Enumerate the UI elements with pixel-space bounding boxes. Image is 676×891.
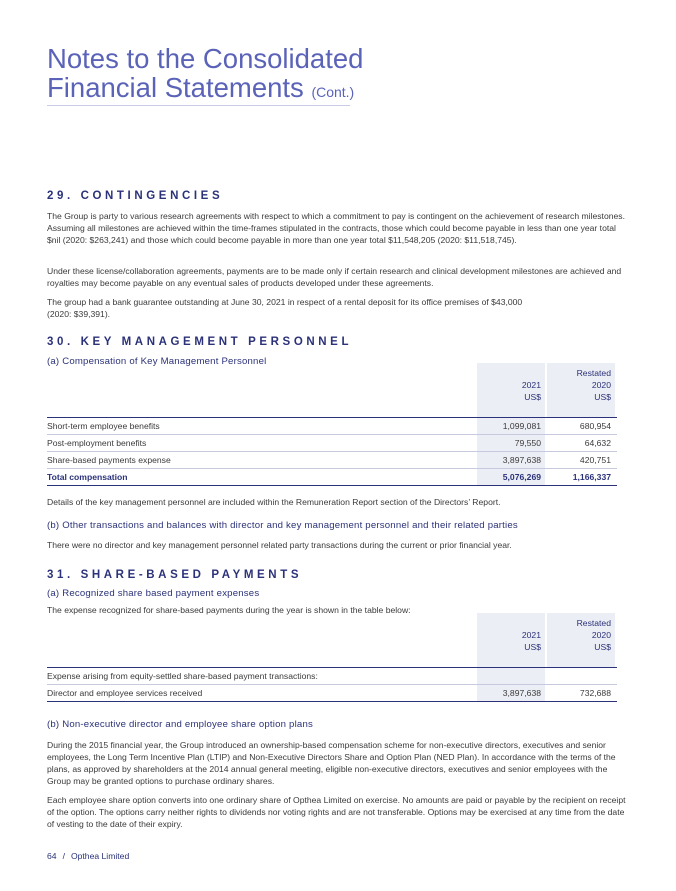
page-title-line2 [47, 73, 363, 107]
value-2021: 3,897,638 [477, 452, 545, 468]
value-2021: 5,076,269 [477, 469, 545, 485]
column-header-year: 2020 [591, 630, 611, 640]
section-29-paragraph-2: Under these license/collaboration agreements, payments are to be made only if certain research and clinical development milestones are achieved and royalties may become payable on any eventual sales of products developed under these agreements. [47, 266, 622, 288]
value-2020: 64,632 [584, 438, 611, 448]
value-2021: 79,550 [477, 435, 545, 451]
table-header [47, 613, 617, 668]
section-29-paragraph-1: The Group is party to various research agreements with respect to which a commitment to pay is contingent on the achievement of research milestones. Assuming all milestones are achieved within the time-frames stipulated in the contracts, those which could become payable in less than one year total $nil (2020: $263,241) and those which could become payable in more than one year total $11,548,205 (2020: $11,518,745). [47, 211, 625, 245]
column-header-2020 [547, 613, 615, 667]
section-29-paragraph-3 [47, 296, 627, 320]
table-row [47, 452, 617, 469]
column-header-currency: US$ [524, 392, 541, 402]
column-header-currency: US$ [594, 392, 611, 402]
title-rule [47, 105, 350, 106]
value-2021 [477, 668, 545, 684]
value-2020: 1,166,337 [572, 472, 611, 482]
table-row [47, 685, 617, 702]
page-title [47, 44, 363, 107]
value-2020: 680,954 [579, 421, 611, 431]
value-2021: 1,099,081 [477, 418, 545, 434]
section-30-heading: 30. KEY MANAGEMENT PERSONNEL [47, 336, 353, 348]
row-label: Expense arising from equity-settled share-based payment transactions: [47, 671, 318, 681]
column-header-2021 [477, 613, 545, 667]
section-31-subheading-b: (b) Non-executive director and employee share option plans [47, 719, 313, 730]
table-row [47, 668, 617, 685]
section-31-subheading-a: (a) Recognized share based payment expenses [47, 588, 260, 599]
section-29-paragraph-3-line1: The group had a bank guarantee outstanding at June 30, 2021 in respect of a rental deposit for its office premises of $43,000 [47, 297, 523, 307]
share-based-payment-table [47, 613, 617, 702]
section-30-paragraph-b: There were no director and key management personnel related party transactions during the current or prior financial year. [47, 540, 512, 550]
value-2020: 732,688 [579, 688, 611, 698]
table-row [47, 418, 617, 435]
row-label: Total compensation [47, 472, 128, 482]
row-label: Short-term employee benefits [47, 421, 160, 431]
row-label: Share-based payments expense [47, 455, 171, 465]
section-30-subheading-a: (a) Compensation of Key Management Personnel [47, 356, 267, 367]
page-title-line2-text: Financial Statements [47, 72, 304, 103]
section-31-paragraph-b1: During the 2015 financial year, the Group introduced an ownership-based compensation scheme for non-executive directors, executives and senior employees, the Long Term Incentive Plan (LTIP) and Non-Executive Directors Share and Option Plan (NED Plan). In accordance with the terms of the plans, as approved by shareholders at the 2014 annual general meeting, eligible non-executive directors, executives and senior employees with the Group may be granted options to purchase ordinary shares. [47, 740, 616, 786]
section-31-paragraph-a: The expense recognized for share-based payments during the year is shown in the table below: [47, 605, 411, 615]
column-header-year: 2021 [521, 630, 541, 640]
table-total-row [47, 469, 617, 486]
page-number: 64 [47, 851, 57, 861]
section-29-heading: 29. CONTINGENCIES [47, 190, 224, 202]
section-31-heading: 31. SHARE-BASED PAYMENTS [47, 569, 303, 581]
value-2020: 420,751 [579, 455, 611, 465]
section-30-subheading-b: (b) Other transactions and balances with director and key management personnel and their related parties [47, 520, 518, 531]
page-footer [47, 851, 129, 861]
footer-separator: / [62, 851, 65, 861]
row-label: Post-employment benefits [47, 438, 147, 448]
row-label: Director and employee services received [47, 688, 203, 698]
page-title-line1: Notes to the Consolidated [47, 43, 364, 74]
column-header-2020 [547, 363, 615, 417]
column-header-year: 2021 [521, 380, 541, 390]
column-header-2021 [477, 363, 545, 417]
section-29-paragraph-3-line2: (2020: $39,391). [47, 309, 111, 319]
section-30-note: Details of the key management personnel are included within the Remuneration Report section of the Directors’ Report. [47, 497, 501, 507]
value-2021: 3,897,638 [477, 685, 545, 701]
page-title-suffix: (Cont.) [311, 84, 355, 100]
company-name: Opthea Limited [70, 851, 130, 861]
column-header-restated: Restated [576, 618, 611, 628]
column-header-restated: Restated [576, 368, 611, 378]
table-header [47, 363, 617, 418]
column-header-currency: US$ [524, 642, 541, 652]
column-header-currency: US$ [594, 642, 611, 652]
column-header-year: 2020 [591, 380, 611, 390]
kmp-compensation-table [47, 363, 617, 486]
table-row [47, 435, 617, 452]
section-31-paragraph-b2: Each employee share option converts into one ordinary share of Opthea Limited on exercise. No amounts are paid or payable by the recipient on receipt of the option. The options carry neither rights to dividends nor voting rights and are not transferable. Options may be exercised at any time from the date of vesting to the date of their expiry. [47, 795, 626, 829]
